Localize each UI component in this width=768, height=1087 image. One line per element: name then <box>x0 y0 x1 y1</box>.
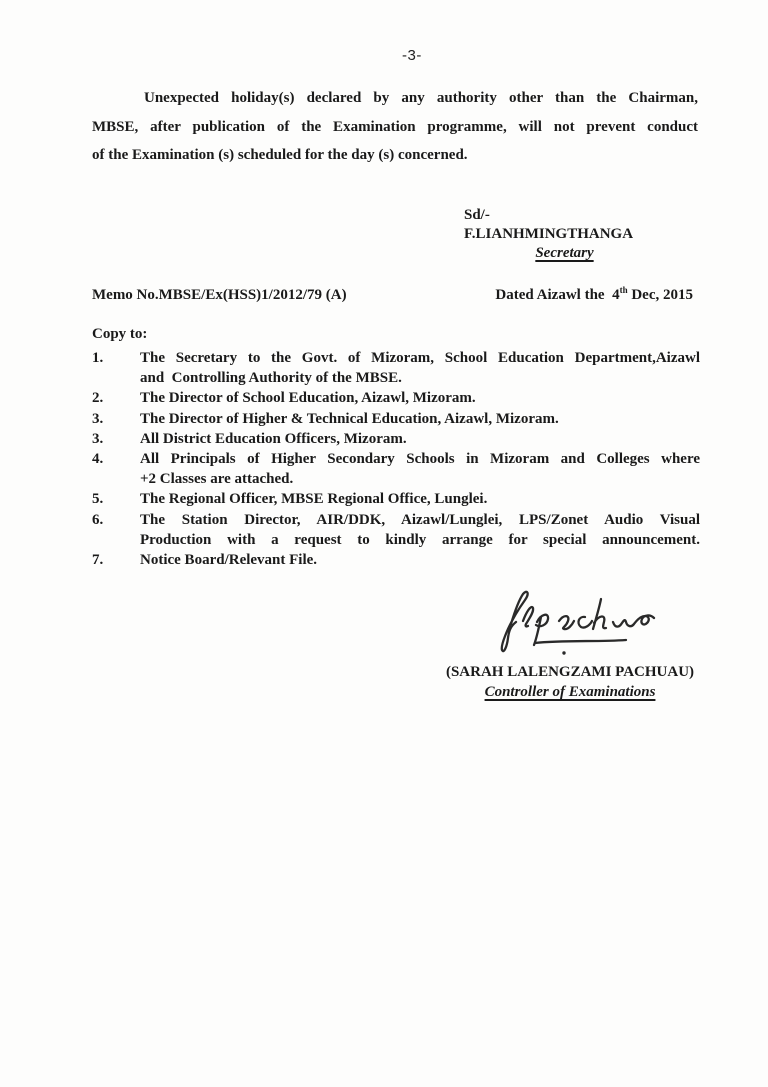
item-text <box>140 348 700 388</box>
item-line: Notice Board/Relevant File. <box>140 552 318 569</box>
copy-list-item <box>92 409 700 429</box>
item-line: The Regional Officer, MBSE Regional Office, Lunglei. <box>140 491 488 508</box>
item-text <box>140 409 700 429</box>
item-text <box>140 449 700 489</box>
item-line: and Controlling Authority of the MBSE. <box>140 370 402 387</box>
copy-list <box>92 348 700 570</box>
copy-list-item <box>92 449 700 489</box>
memo-line <box>92 287 693 304</box>
item-text <box>140 429 700 449</box>
item-line: Production with a request to kindly arrange for special announcement. <box>140 531 700 548</box>
page-number: -3- <box>402 47 422 64</box>
item-line: All District Education Officers, Mizoram. <box>140 430 407 447</box>
copy-list-item <box>92 429 700 449</box>
copy-list-item <box>92 510 700 550</box>
secretary-title: Secretary <box>535 245 594 261</box>
item-line: +2 Classes are attached. <box>140 471 294 488</box>
signer-title: Controller of Examinations <box>484 684 656 700</box>
secretary-name: F.LIANHMINGTHANGA <box>464 226 634 242</box>
signer-block <box>430 662 710 702</box>
item-number: 3. <box>92 410 104 427</box>
copy-list-item <box>92 489 700 509</box>
paragraph-line: MBSE, after publication of the Examination programme, will not prevent conduct <box>92 118 698 135</box>
copy-list-item <box>92 388 700 408</box>
item-text <box>140 510 700 550</box>
ordinal-suffix: th <box>619 285 628 295</box>
signed-by-block <box>464 206 665 263</box>
sd-label: Sd/- <box>464 207 490 223</box>
item-number: 2. <box>92 390 104 407</box>
handwritten-signature-icon <box>478 586 663 658</box>
paragraph-line: Unexpected holiday(s) declared by any authority other than the Chairman, <box>144 90 698 106</box>
signer-name: (SARAH LALENGZAMI PACHUAU) <box>445 664 695 680</box>
item-number: 5. <box>92 491 104 508</box>
item-text <box>140 550 700 570</box>
item-line: All Principals of Higher Secondary Schools in Mizoram and Colleges where <box>140 451 700 468</box>
item-line: The Director of School Education, Aizawl, Mizoram. <box>140 390 476 407</box>
item-line: The Station Director, AIR/DDK, Aizawl/Lunglei, LPS/Zonet Audio Visual <box>140 511 700 528</box>
item-text <box>140 388 700 408</box>
item-line: The Secretary to the Govt. of Mizoram, School Education Department,Aizawl <box>140 350 700 366</box>
copy-list-item <box>92 348 700 388</box>
copy-to-label: Copy to: <box>92 326 148 342</box>
item-number: 3. <box>92 430 104 447</box>
memo-number: Memo No.MBSE/Ex(HSS)1/2012/79 (A) <box>92 287 347 303</box>
item-line: The Director of Higher & Technical Education, Aizawl, Mizoram. <box>140 410 559 427</box>
sd-line <box>464 206 665 244</box>
item-number: 1. <box>92 350 104 366</box>
copy-list-item <box>92 550 700 570</box>
memo-date: Dated Aizawl the 4th Dec, 2015 <box>495 285 693 303</box>
paragraph-line: of the Examination (s) scheduled for the day (s) concerned. <box>92 147 468 163</box>
body-paragraph <box>92 84 698 170</box>
item-number: 7. <box>92 552 104 569</box>
item-text <box>140 489 700 509</box>
item-number: 4. <box>92 451 104 468</box>
item-number: 6. <box>92 511 104 528</box>
